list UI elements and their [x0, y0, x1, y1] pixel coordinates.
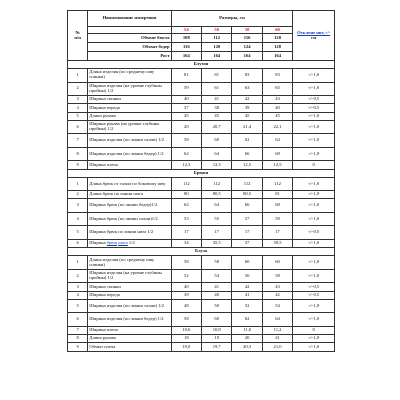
measure-row [68, 177, 335, 191]
param-value: 164 [232, 52, 262, 61]
measure-row [68, 120, 335, 134]
measure-name: Ширина переда [88, 104, 171, 112]
measure-value: 64 [262, 313, 292, 327]
deviation-value: +/-1,0 [293, 191, 335, 199]
measure-name: Ширина брюк шага 1/2 [88, 239, 171, 247]
param-value: 120 [262, 34, 292, 43]
measure-value: 81 [262, 191, 292, 199]
measure-row [68, 299, 335, 313]
measure-row [68, 283, 335, 291]
row-number: 2 [68, 269, 88, 283]
deviation-value: +/-1,0 [293, 177, 335, 191]
measure-value: 50 [202, 299, 232, 313]
row-number: 1 [68, 256, 88, 270]
measure-value: 52 [171, 269, 201, 283]
underlined-word: брюк [106, 240, 118, 246]
measure-value: 60 [262, 256, 292, 270]
sizes-title: Размеры, см [171, 11, 293, 27]
measure-name: Ширина переда [88, 291, 171, 299]
row-number: 6 [68, 120, 88, 134]
measure-name: Длина брюк от талии по боковому шву [88, 177, 171, 191]
param-value: 120 [202, 43, 232, 52]
measure-value: 80,5 [202, 191, 232, 199]
measure-value: 40 [202, 291, 232, 299]
measure-value: 58 [171, 313, 201, 327]
measure-value: 19,0 [171, 343, 201, 351]
measure-value: 59 [171, 82, 201, 96]
measure-row [68, 343, 335, 351]
measure-row [68, 104, 335, 112]
measure-value: 19,7 [202, 343, 232, 351]
row-number: 5 [68, 112, 88, 120]
measure-value: 60 [202, 313, 232, 327]
num-header: № п/п [68, 11, 88, 61]
row-number: 8 [68, 335, 88, 343]
measure-name: Ширина изделия (по линии талии) 1/2 [88, 299, 171, 313]
measure-value: 45 [262, 112, 292, 120]
measure-value: 64 [202, 199, 232, 213]
measure-row [68, 212, 335, 226]
measure-value: 80 [171, 191, 201, 199]
measure-value: 62 [232, 134, 262, 148]
measure-value: 61 [202, 82, 232, 96]
deviation-value: +/-1,0 [293, 199, 335, 213]
param-value: 116 [232, 34, 262, 43]
deviation-value: +/-1,0 [293, 212, 335, 226]
row-number: 6 [68, 313, 88, 327]
row-number: 4 [68, 104, 88, 112]
measure-row [68, 199, 335, 213]
section-row [68, 248, 335, 256]
row-number: 1 [68, 69, 88, 83]
deviation-value: 0 [293, 326, 335, 334]
measure-row [68, 191, 335, 199]
deviation-value: +/-1,0 [293, 239, 335, 247]
measure-value: 57 [232, 212, 262, 226]
measure-name: Ширина брюк (по линии бедер)1/2 [88, 199, 171, 213]
measure-value: 45 [171, 112, 201, 120]
measure-value: 19 [202, 335, 232, 343]
measure-name: Длина рукава [88, 112, 171, 120]
row-number: 2 [68, 191, 88, 199]
measure-value: 45 [232, 112, 262, 120]
measure-value: 37 [171, 104, 201, 112]
measure-name: Ширина плеча [88, 161, 171, 169]
row-number: 2 [68, 82, 88, 96]
measure-value: 12,3 [171, 161, 201, 169]
measure-value: 66 [232, 147, 262, 161]
measure-value: 62 [171, 199, 201, 213]
deviation-value: +/-0,5 [293, 291, 335, 299]
header-row-top [68, 11, 335, 27]
row-number: 9 [68, 343, 88, 351]
measure-name: Ширина брюк (по линии талии)1/2 [88, 212, 171, 226]
measure-value: 11,2 [262, 326, 292, 334]
deviation-value: +/-1,0 [293, 343, 335, 351]
measure-value: 40 [171, 96, 201, 104]
measure-value: 62 [232, 313, 262, 327]
measure-value: 12,3 [202, 161, 232, 169]
measure-value: 60 [202, 134, 232, 148]
measure-name: Ширина изделия (по линии талии) 1/2 [88, 134, 171, 148]
section-row [68, 61, 335, 69]
row-number: 1 [68, 177, 88, 191]
section-title: Блузон [68, 61, 335, 69]
row-number: 4 [68, 291, 88, 299]
measure-value: 58 [171, 256, 201, 270]
measure-value: 45 [202, 112, 232, 120]
measure-value: 21 [262, 335, 292, 343]
deviation-value: +/-1,0 [293, 299, 335, 313]
deviation-value: +/-1,0 [293, 147, 335, 161]
param-label: Рост [88, 52, 171, 61]
measure-name: Обхват плеча [88, 343, 171, 351]
measure-value: 21,0 [262, 343, 292, 351]
measure-value: 58 [171, 134, 201, 148]
measure-name: Ширина рукава (на уровне глубины проймы) 1/2 [88, 120, 171, 134]
measure-row [68, 269, 335, 283]
measure-row [68, 313, 335, 327]
measure-value: 56 [232, 269, 262, 283]
row-number: 7 [68, 326, 88, 334]
measure-name: Длина брюк по линии шага [88, 191, 171, 199]
measure-name: Ширина изделия (на уровне глубины проймы) 1/2 [88, 82, 171, 96]
measure-value: 54 [262, 299, 292, 313]
measure-row [68, 335, 335, 343]
measure-value: 12,5 [232, 161, 262, 169]
measure-value: 58 [262, 269, 292, 283]
measure-value: 12,5 [262, 161, 292, 169]
measure-value: 81 [171, 69, 201, 83]
section-row [68, 169, 335, 177]
measure-value: 40 [171, 283, 201, 291]
size-cell: 58 [232, 27, 262, 34]
row-number: 4 [68, 212, 88, 226]
deviation-value: +/-1,0 [293, 120, 335, 134]
measure-value: 21,4 [232, 120, 262, 134]
deviation-unit: см [311, 34, 317, 40]
measure-row [68, 134, 335, 148]
measure-value: 81 [202, 69, 232, 83]
measure-name: Ширина спинки [88, 96, 171, 104]
measure-value: 20 [171, 120, 201, 134]
measure-value: 41 [202, 283, 232, 291]
param-value: 164 [171, 52, 201, 61]
param-value: 164 [262, 52, 292, 61]
row-number: 5 [68, 299, 88, 313]
measure-value: 17 [232, 226, 262, 240]
row-number: 3 [68, 283, 88, 291]
measure-value: 64 [262, 134, 292, 148]
measure-row [68, 82, 335, 96]
measure-name: Ширина спинки [88, 283, 171, 291]
param-value: 124 [232, 43, 262, 52]
measure-value: 42 [232, 96, 262, 104]
measure-value: 43 [262, 283, 292, 291]
row-number: 3 [68, 199, 88, 213]
measure-row [68, 326, 335, 334]
measure-name: Длина изделия (по среднему шву спинки) [88, 256, 171, 270]
row-number: 6 [68, 239, 88, 247]
measure-row [68, 69, 335, 83]
measure-row [68, 96, 335, 104]
deviation-value: 0 [293, 161, 335, 169]
row-number: 9 [68, 161, 88, 169]
measure-value: 17 [171, 226, 201, 240]
deviation-value: +/-1,0 [293, 134, 335, 148]
measure-value: 55 [202, 212, 232, 226]
measure-title: Наименование измерения [88, 11, 171, 27]
measure-value: 48 [171, 299, 201, 313]
measure-value: 20,7 [202, 120, 232, 134]
row-number: 8 [68, 147, 88, 161]
measure-value: 22,1 [262, 120, 292, 134]
deviation-value: +/-0,5 [293, 104, 335, 112]
deviation-value: +/-1,0 [293, 256, 335, 270]
deviation-value: +/-0,5 [293, 226, 335, 240]
param-value: 164 [202, 52, 232, 61]
deviation-value: +/-1,0 [293, 313, 335, 327]
measure-value: 17 [262, 226, 292, 240]
measure-value: 60 [232, 256, 262, 270]
measure-value: 35,5 [202, 239, 232, 247]
size-chart-sheet [67, 10, 335, 395]
measure-row [68, 256, 335, 270]
row-number: 7 [68, 134, 88, 148]
measure-value: 112 [171, 177, 201, 191]
blank-cell [88, 27, 171, 34]
measure-value: 66 [232, 199, 262, 213]
measure-row [68, 239, 335, 247]
measure-value: 18 [171, 335, 201, 343]
section-title: Блуза [68, 248, 335, 256]
measure-value: 54 [202, 269, 232, 283]
param-value: 108 [171, 34, 201, 43]
measure-value: 42 [232, 283, 262, 291]
param-value: 128 [262, 43, 292, 52]
measure-value: 40 [262, 104, 292, 112]
measure-name: Ширина брюк по линии низа 1/2 [88, 226, 171, 240]
measure-value: 68 [262, 147, 292, 161]
param-label: Обхват бедер [88, 43, 171, 52]
row-number: 5 [68, 226, 88, 240]
measure-value: 112 [232, 177, 262, 191]
measure-value: 39 [232, 104, 262, 112]
measure-name: Ширина изделия (на уровне глубины проймы) 1/2 [88, 269, 171, 283]
measure-value: 41 [202, 96, 232, 104]
measure-row [68, 226, 335, 240]
measure-value: 65 [262, 82, 292, 96]
measure-value: 112 [262, 177, 292, 191]
size-cell: 56 [202, 27, 232, 34]
measure-value: 112 [202, 177, 232, 191]
deviation-header [293, 11, 335, 61]
measure-name: Ширина плеча [88, 326, 171, 334]
measure-name: Ширина изделия (по линии бедер) 1/2 [88, 147, 171, 161]
measure-value: 52 [232, 299, 262, 313]
measure-row [68, 112, 335, 120]
param-value: 116 [171, 43, 201, 52]
deviation-value: +/-0,5 [293, 96, 335, 104]
measure-value: 37 [232, 239, 262, 247]
deviation-value: +/-1,0 [293, 112, 335, 120]
param-value: 112 [202, 34, 232, 43]
measure-value: 39 [171, 291, 201, 299]
size-cell: 60 [262, 27, 292, 34]
measure-value: 59 [262, 212, 292, 226]
measure-name: Ширина изделия (по линии бедер) 1/2 [88, 313, 171, 327]
measure-value: 63 [232, 82, 262, 96]
measure-value: 58 [202, 256, 232, 270]
deviation-value: +/-1,0 [293, 335, 335, 343]
measure-value: 83 [232, 69, 262, 83]
measure-value: 43 [262, 96, 292, 104]
measure-row [68, 161, 335, 169]
measure-row [68, 147, 335, 161]
underlined-word: шага [118, 240, 128, 246]
row-number: 3 [68, 96, 88, 104]
deviation-value: +/-1,0 [293, 269, 335, 283]
measure-value: 17 [202, 226, 232, 240]
measure-value: 20,3 [232, 343, 262, 351]
deviation-value: +/-1,0 [293, 69, 335, 83]
size-cell: 54 [171, 27, 201, 34]
measure-name: Длина рукава [88, 335, 171, 343]
measure-row [68, 291, 335, 299]
deviation-value: +/-0,5 [293, 283, 335, 291]
measure-value: 80,5 [232, 191, 262, 199]
measure-value: 62 [171, 147, 201, 161]
measure-value: 53 [171, 212, 201, 226]
measure-value: 11,0 [232, 326, 262, 334]
section-title: Брюки [68, 169, 335, 177]
measure-value: 20 [232, 335, 262, 343]
measure-value: 42 [262, 291, 292, 299]
measure-value: 68 [262, 199, 292, 213]
measure-value: 38 [202, 104, 232, 112]
param-label: Обхват бюста [88, 34, 171, 43]
measure-value: 10,6 [171, 326, 201, 334]
deviation-value: +/-1,0 [293, 82, 335, 96]
measure-value: 64 [202, 147, 232, 161]
measure-value: 34 [171, 239, 201, 247]
size-table [67, 10, 335, 352]
measure-value: 10,8 [202, 326, 232, 334]
measure-name: Длина изделия (по среднему шву спинки) [88, 69, 171, 83]
measure-value: 83 [262, 69, 292, 83]
deviation-title: Отклоне ние,+/- [297, 29, 331, 35]
measure-value: 41 [232, 291, 262, 299]
measure-value: 39,5 [262, 239, 292, 247]
